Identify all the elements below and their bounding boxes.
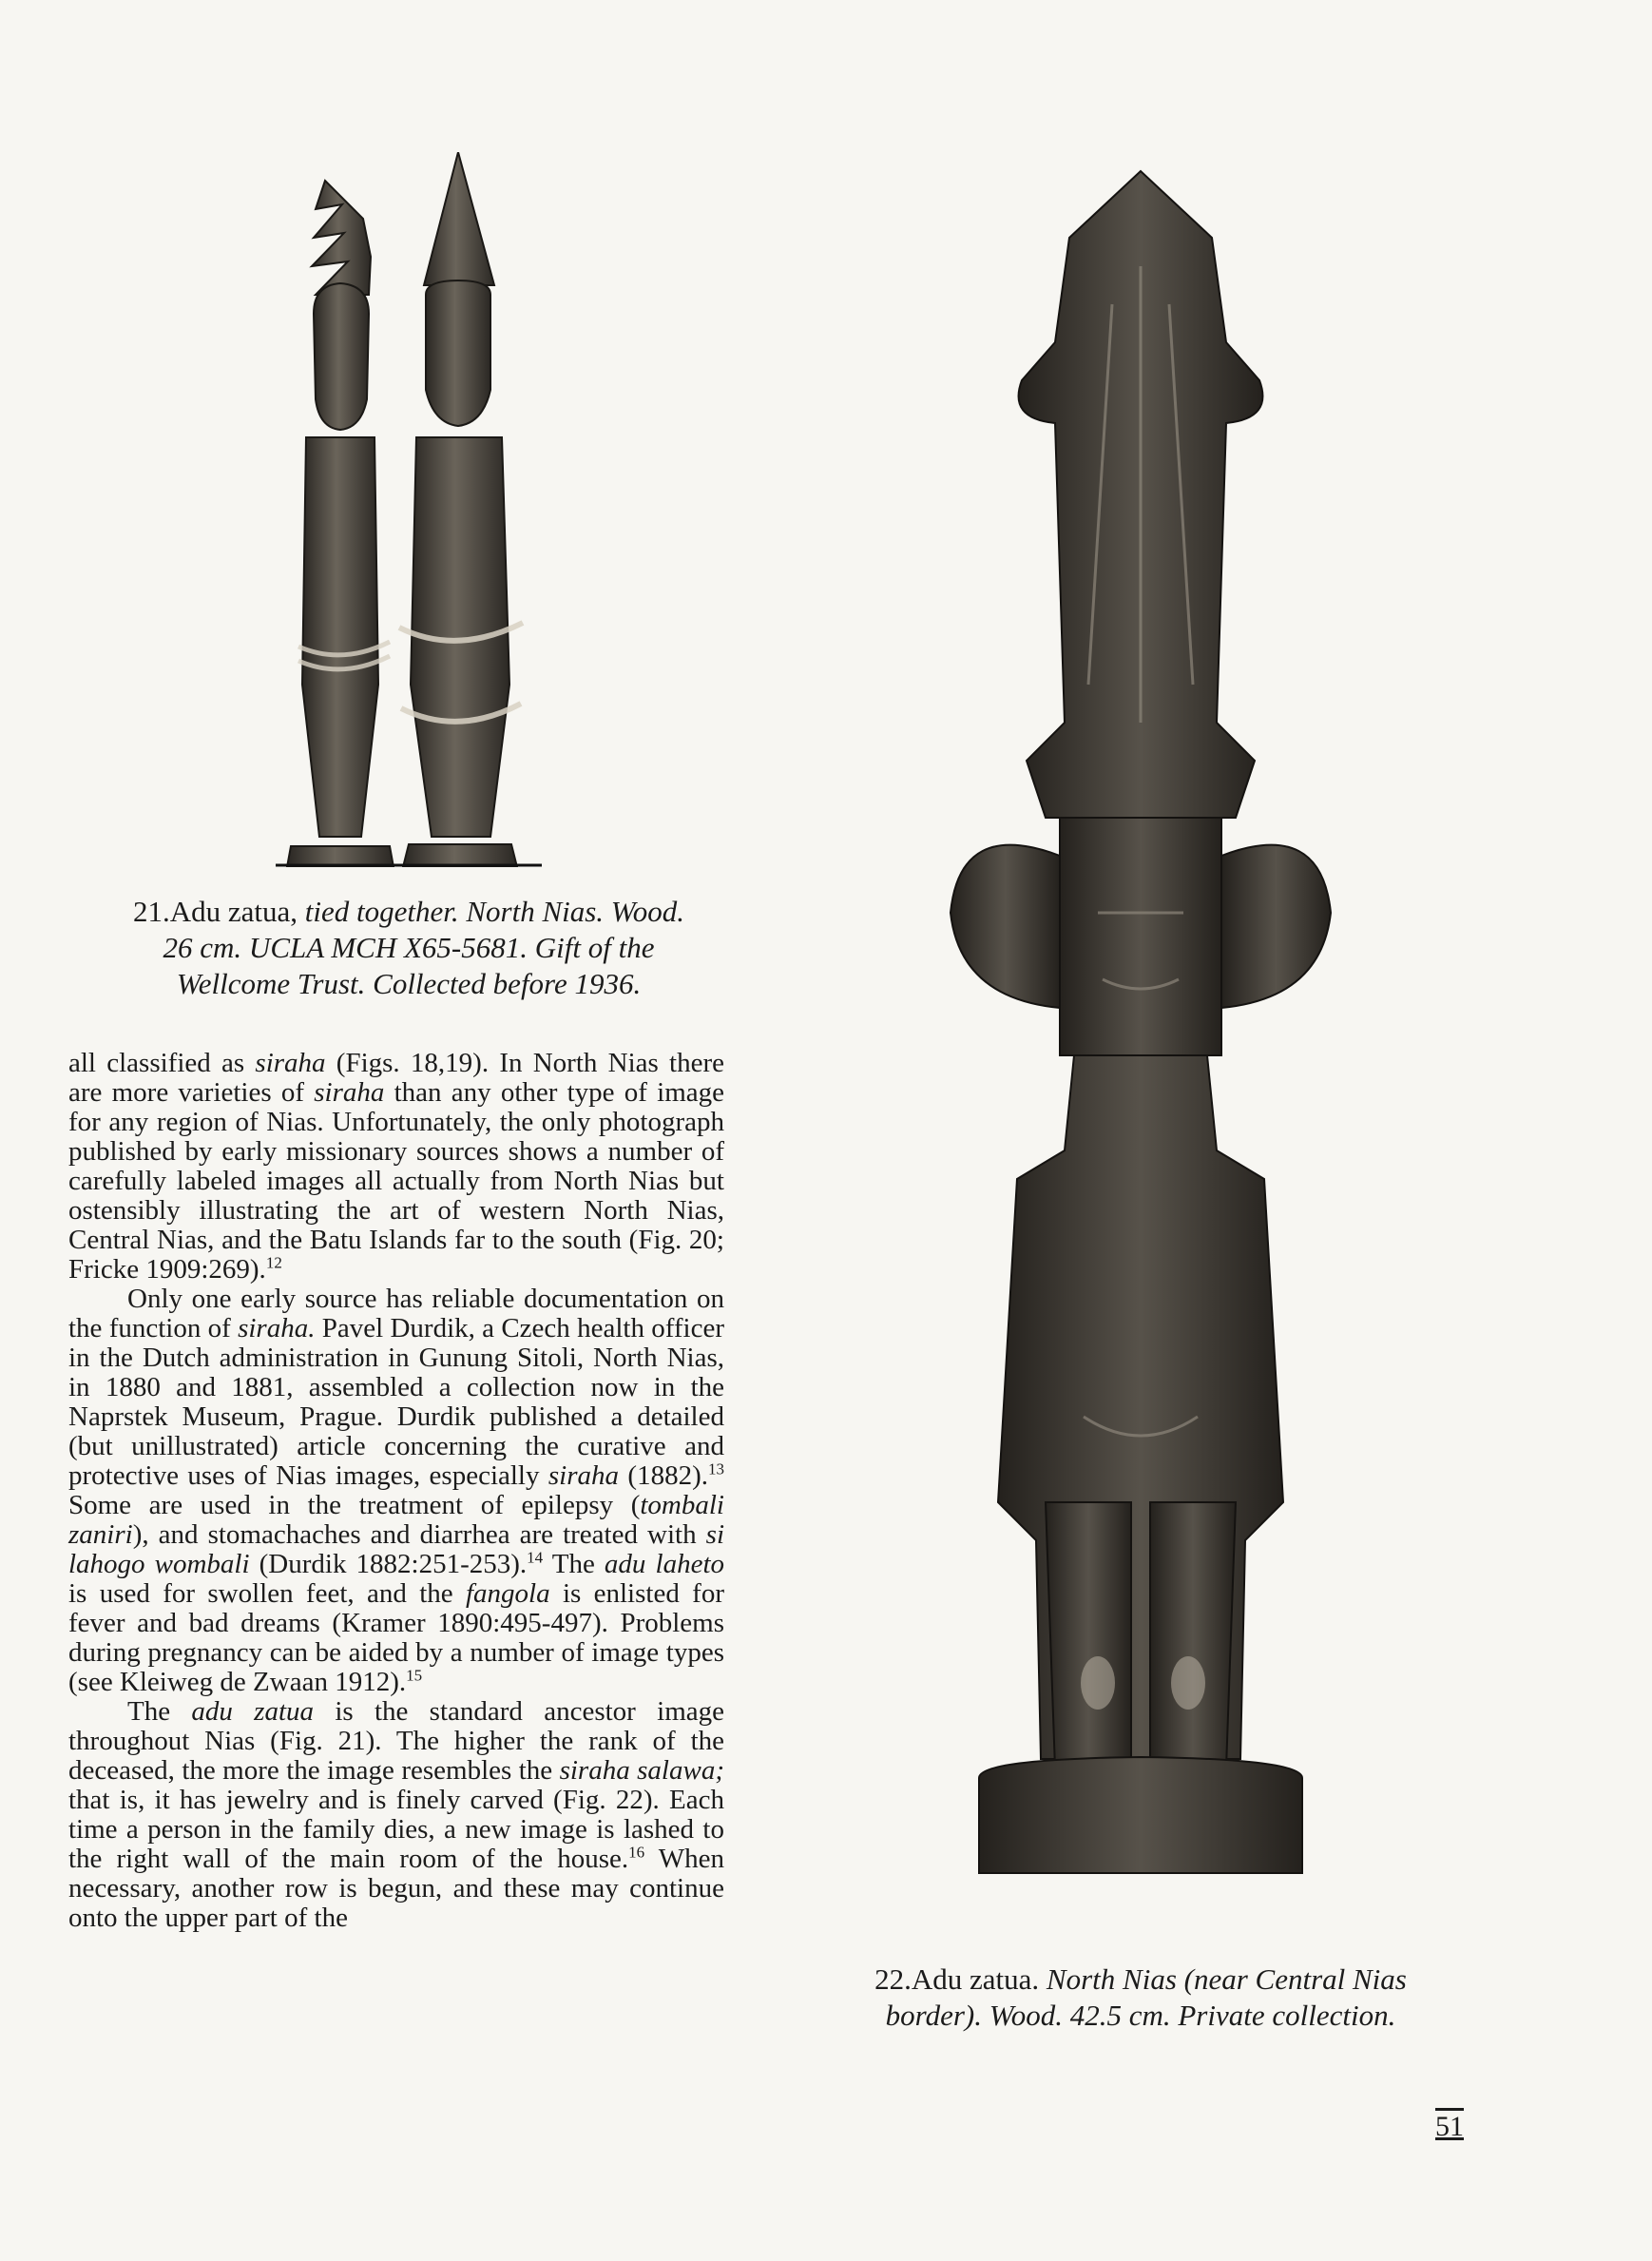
caption-number: 22. bbox=[874, 1962, 912, 1996]
text-run: The bbox=[543, 1549, 605, 1579]
caption-title: Adu zatua, bbox=[169, 895, 298, 928]
text-run: When necessary, another row is begun, and these may continue onto the upper part of the bbox=[68, 1844, 724, 1933]
two-statues-image bbox=[257, 152, 561, 867]
paragraph bbox=[68, 1285, 724, 1697]
text-run: than any other type of image for any region of Nias. Unfortunately, the only photograph published by early missionary sources shows a number of carefully labeled images all actually from North Nias but ostensibly illustrating the art of western North Nias, Central Nias, and the Batu Islands far to the south (Fig. 20; Fricke 1909:269). bbox=[68, 1077, 724, 1285]
figure-22-caption bbox=[836, 1961, 1445, 2034]
paragraph bbox=[68, 1049, 724, 1285]
text-run: The bbox=[127, 1696, 192, 1727]
text-run: (1882). bbox=[619, 1460, 708, 1491]
caption-number: 21. bbox=[132, 895, 170, 928]
text-run: (Figs. 18,19). In North Nias there are more varieties of bbox=[68, 1048, 724, 1108]
caption-text: Wellcome Trust. Collected before 1936. bbox=[176, 967, 642, 1000]
footnote-ref: 13 bbox=[708, 1459, 724, 1478]
text-run: is the standard ancestor image throughout Nias (Fig. 21). The higher the rank of the deceased, the more the image resembles the bbox=[68, 1696, 724, 1786]
caption-text: 26 cm. UCLA MCH X65-5681. Gift of the bbox=[163, 931, 655, 964]
text-run: all classified as bbox=[68, 1048, 256, 1078]
page-number: 51 bbox=[1435, 2111, 1464, 2142]
footnote-ref: 14 bbox=[527, 1548, 544, 1567]
footnote-ref: 12 bbox=[265, 1253, 282, 1272]
text-run: is used for swollen feet, and the bbox=[68, 1578, 466, 1609]
footnote-ref: 16 bbox=[628, 1843, 645, 1862]
text-run: is enlisted for fever and bad dreams (Kramer 1890:495-497). Problems during pregnancy can be aided by a number of image types (see Kleiweg de Zwaan 1912). bbox=[68, 1578, 724, 1697]
text-run: Some are used in the treatment of epilepsy ( bbox=[68, 1490, 641, 1520]
caption-text: tied together. North Nias. Wood. bbox=[297, 895, 685, 928]
text-run: Pavel Durdik, a Czech health officer in the Dutch administration in Gunung Sitoli, North Nias, in 1880 and 1881, assembled a collection now in the Naprstek Museum, Prague. Durdik published a detailed (but unillustrated) article concerning the curative and protective uses of Nias images, especially bbox=[68, 1313, 724, 1491]
caption-text: border). Wood. 42.5 cm. Private collection. bbox=[885, 1999, 1396, 2032]
paragraph bbox=[68, 1697, 724, 1933]
italic-term: si lahogo wombali bbox=[68, 1519, 724, 1579]
caption-text: North Nias (near Central Nias bbox=[1039, 1962, 1407, 1996]
figure-22-photo bbox=[903, 152, 1378, 1944]
italic-term: siraha bbox=[255, 1048, 326, 1078]
italic-term: siraha salawa; bbox=[559, 1755, 724, 1786]
text-run: (Durdik 1882:251-253). bbox=[249, 1549, 528, 1579]
text-run: that is, it has jewelry and is finely carved (Fig. 22). Each time a person in the family dies, a new image is lashed to the right wall of the main room of the house. bbox=[68, 1785, 724, 1874]
italic-term: fangola bbox=[465, 1578, 550, 1609]
italic-term: adu zatua bbox=[191, 1696, 315, 1727]
text-run: Only one early source has reliable documentation on the function of bbox=[68, 1284, 724, 1343]
footnote-ref: 15 bbox=[406, 1666, 423, 1685]
italic-term: siraha. bbox=[238, 1313, 316, 1343]
italic-term: tombali zaniri bbox=[68, 1490, 724, 1550]
text-run: ), and stomachaches and diarrhea are treated with bbox=[132, 1519, 706, 1550]
caption-title: Adu zatua. bbox=[911, 1962, 1040, 1996]
body-text-column bbox=[68, 1049, 724, 1933]
figure-21-caption bbox=[86, 894, 732, 1002]
italic-term: adu laheto bbox=[604, 1549, 724, 1579]
statue-image bbox=[903, 152, 1378, 1944]
italic-term: siraha bbox=[314, 1077, 385, 1108]
figure-21-photo bbox=[257, 152, 561, 867]
italic-term: siraha bbox=[547, 1460, 620, 1491]
